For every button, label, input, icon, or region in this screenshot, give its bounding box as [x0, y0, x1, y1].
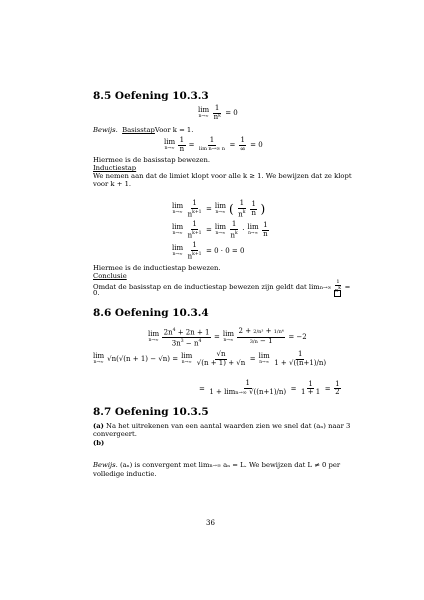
qed-square-icon — [334, 290, 341, 297]
inductiestap-label: Inductiestap — [93, 164, 137, 172]
equation-8-6-1: lim n→∞ $\frac{2n^4 + 2n + 1}{3n^3 - n^4}$ = lim n→∞ $\frac{\text{2 + 2/n³ + 1/n⁴}}{3/n - 1}$ = −2 — [148, 327, 307, 348]
conclusie-text: Omdat de basisstap en de inductiestap bewezen zijn geldt dat limn→∞ $\frac{1}{n^k}$ = — [93, 279, 351, 294]
equation-induction-2: lim n→∞ $\frac{1}{n^{k+1}}$ = lim n→∞ $\frac{1}{n^k}$ · lim n→∞ $\frac{1}{n}$ — [172, 220, 268, 239]
equation-basisstap: lim n→∞ $\frac{1}{n}$ = $\frac{1}{\text{lim n→∞ n}}$ = $\frac{1}{\infty}$ = 0 — [164, 136, 263, 153]
part-a-text-2: convergeert. — [93, 430, 137, 438]
inductiestap-text-2: voor k + 1. — [93, 180, 132, 188]
page-number: 36 — [206, 519, 215, 527]
equation-8-6-3: = $\frac{1}{1 + \lim n\to\infty √((n+1)/n)}$ = $\frac{1}{1 + 1}$ = $\frac{1}{2}$ — [199, 379, 340, 397]
conclusie-label: Conclusie — [93, 272, 127, 280]
section-8-6-heading: 8.6 Oefening 10.3.4 — [93, 307, 209, 319]
conclusie-text-end: 0. — [93, 289, 100, 297]
basisstap-line: Bewijs. BasisstapVoor k = 1. — [93, 126, 194, 134]
part-b-proof-1: Bewijs. (aₙ) is convergent met limn→∞ aₙ = L. We bewijzen dat L ≠ 0 per — [93, 461, 341, 469]
equation-limit-1-over-nk: lim n→∞ $\frac{1}{\text{nᵏ}}$ = 0 — [198, 104, 238, 121]
part-b-proof-2: volledige inductie. — [93, 470, 157, 478]
inductiestap-text-1: We nemen aan dat de limiet klopt voor alle k ≥ 1. We bewijzen dat ze klopt — [93, 172, 352, 180]
equation-8-6-2: lim n→∞ √n(√(n + 1) − √n) = lim n→∞ $\frac{√n}{√(n + 1) + √n}$ = lim n→∞ $\frac{1}{1 + √((n+1)/n)}$ — [93, 350, 327, 367]
section-8-5-heading: 8.5 Oefening 10.3.3 — [93, 90, 209, 102]
equation-induction-3: lim n→∞ $\frac{1}{n^{k+1}}$ = 0 · 0 = 0 — [172, 241, 245, 260]
section-8-7-heading: 8.7 Oefening 10.3.5 — [93, 406, 209, 418]
induction-proven-text: Hiermee is de inductiestap bewezen. — [93, 264, 221, 272]
equation-induction-1: lim n→∞ $\frac{1}{n^{k+1}}$ = lim n→∞ ( $\frac{1}{n^k}$ $\frac{1}{n}$ ) — [172, 199, 266, 218]
part-a-text-1: (a) Na het uitrekenen van een aantal waarden zien we snel dat (aₙ) naar 3 — [93, 422, 351, 430]
basis-proven-text: Hiermee is de basisstap bewezen. — [93, 156, 211, 164]
part-b-label: (b) — [93, 439, 105, 447]
